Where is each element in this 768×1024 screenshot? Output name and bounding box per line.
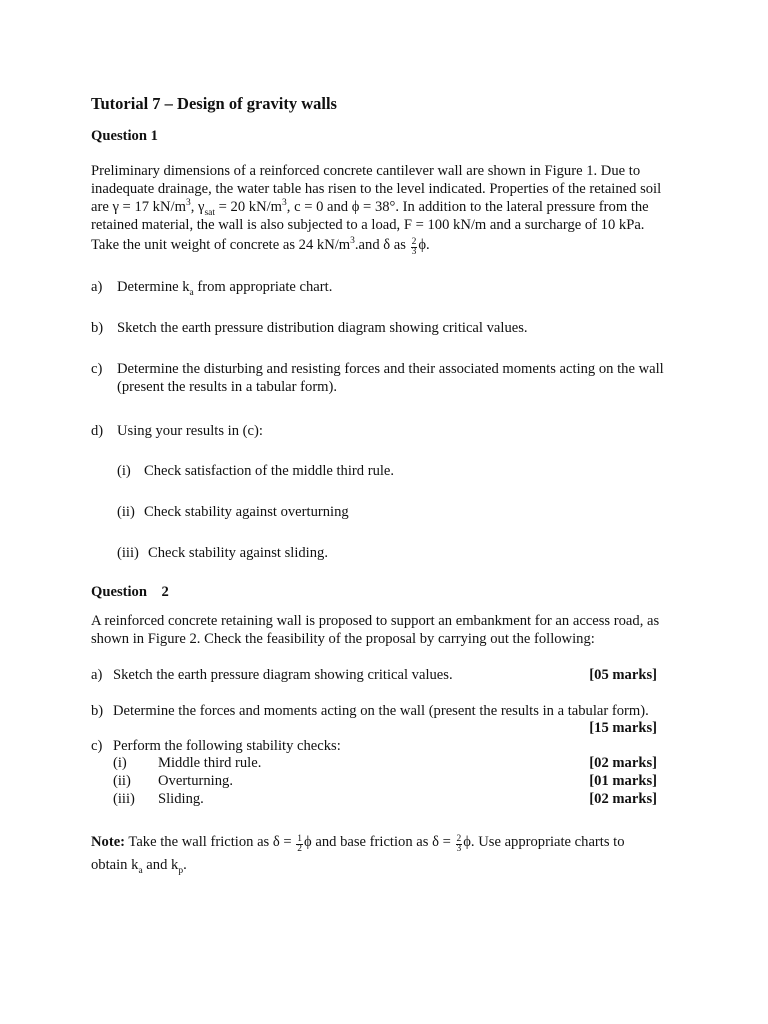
q1-intro-text: = 20 kN/m	[215, 199, 283, 215]
item-label: (iii)	[113, 791, 135, 807]
q1-intro-line: retained material, the wall is also subjected to a load, F = 100 kN/m and a surcharge of 10 kPa.	[91, 217, 645, 233]
item-text: Perform the following stability checks:	[113, 738, 341, 754]
item-text: Sliding.	[158, 791, 204, 807]
item-text: Sketch the earth pressure diagram showing critical values.	[113, 667, 453, 683]
item-text: Middle third rule.	[158, 755, 262, 771]
note-text: .	[183, 857, 187, 873]
q1-intro-text: are γ = 17 kN/m	[91, 199, 186, 215]
fraction	[296, 835, 303, 854]
item-text-part: Determine k	[117, 279, 190, 295]
item-text-line: (present the results in a tabular form).	[117, 379, 338, 395]
item-label: a)	[91, 667, 103, 683]
q2-intro-line: shown in Figure 2. Check the feasibility of the proposal by carrying out the following:	[91, 631, 595, 647]
q2-item-c-ii	[91, 772, 683, 790]
q1-intro-line: Preliminary dimensions of a reinforced concrete cantilever wall are shown in Figure 1. Due to	[91, 163, 641, 179]
item-label: (i)	[113, 755, 127, 771]
fraction-denominator: 3	[411, 247, 417, 257]
q1-intro-text: .and δ as	[354, 237, 406, 253]
q1-intro-text: , γ	[190, 199, 205, 215]
q1-item-b	[91, 319, 683, 337]
subscript: a	[189, 287, 194, 298]
fraction-numerator: 1	[297, 834, 303, 844]
q1-intro-text: Take the unit weight of concrete as 24 kN/m	[91, 237, 351, 253]
item-label: (iii)	[117, 545, 139, 561]
subscript: p	[178, 865, 184, 876]
superscript: 3	[185, 198, 191, 209]
item-label: c)	[91, 738, 103, 754]
note-line	[91, 831, 683, 854]
q2-intro-line: A reinforced concrete retaining wall is proposed to support an embankment for an access road, as	[91, 613, 660, 629]
note-text: obtain k	[91, 857, 139, 873]
note-text: Take the wall friction as δ =	[125, 834, 296, 850]
question-2-intro	[91, 612, 683, 648]
item-text	[117, 278, 332, 296]
subscript: sat	[204, 207, 215, 218]
superscript: 3	[282, 198, 287, 209]
note-text: ϕ and base friction as δ =	[304, 834, 455, 850]
superscript: 3	[350, 236, 355, 247]
q2-item-c-i	[91, 754, 683, 772]
item-text-part: from appropriate chart.	[193, 279, 333, 295]
q2-item-c-iii	[91, 790, 683, 808]
q1-intro-line	[91, 236, 683, 257]
q2-item-c	[91, 737, 683, 755]
marks-label: [02 marks]	[589, 791, 657, 807]
item-text	[91, 360, 683, 396]
q2-item-b-marks-row	[91, 719, 683, 737]
fraction	[411, 238, 418, 257]
q1-item-c	[91, 360, 683, 396]
item-text: Check satisfaction of the middle third rule.	[144, 463, 395, 479]
note-text: and k	[142, 857, 179, 873]
q1-item-a	[91, 278, 683, 296]
item-text: Using your results in (c):	[117, 423, 263, 439]
marks-label: [05 marks]	[589, 667, 657, 683]
item-text: Determine the forces and moments acting on the wall (present the results in a tabular form).	[113, 703, 649, 719]
question-1-intro	[91, 162, 683, 257]
item-text-line: Determine the disturbing and resisting forces and their associated moments acting on the wall	[117, 361, 664, 377]
question-2-heading: Question 2	[91, 584, 169, 600]
marks-label: [15 marks]	[589, 720, 657, 736]
note-line	[91, 854, 683, 876]
q1-intro-line: inadequate drainage, the water table has risen to the level indicated. Properties of the retained soil	[91, 181, 662, 197]
fraction-numerator: 2	[411, 237, 417, 247]
q1-intro-text: ϕ.	[418, 237, 430, 253]
fraction-denominator: 3	[456, 844, 462, 854]
note-text: ϕ. Use appropriate charts to	[463, 834, 625, 850]
q1-item-d-iii	[117, 544, 677, 562]
q1-intro-line	[91, 198, 683, 216]
q1-intro-text: , c = 0 and ϕ = 38°. In addition to the lateral pressure from the	[286, 199, 649, 215]
q2-item-a	[91, 666, 683, 684]
item-label: b)	[91, 703, 104, 719]
item-text: Check stability against overturning	[144, 504, 349, 520]
question-1-heading: Question 1	[91, 128, 158, 144]
q2-note	[91, 831, 683, 876]
q1-item-d-i	[117, 462, 677, 480]
item-label: (ii)	[117, 504, 135, 520]
item-label: b)	[91, 320, 104, 336]
page-title: Tutorial 7 – Design of gravity walls	[91, 94, 337, 113]
fraction	[456, 835, 463, 854]
item-label: (ii)	[113, 773, 131, 789]
marks-label: [02 marks]	[589, 755, 657, 771]
item-label: d)	[91, 423, 104, 439]
note-label: Note:	[91, 834, 126, 850]
item-label: a)	[91, 279, 103, 295]
q2-item-b	[91, 702, 683, 720]
item-text: Check stability against sliding.	[148, 545, 328, 561]
item-label: c)	[91, 361, 103, 377]
item-text: Sketch the earth pressure distribution diagram showing critical values.	[117, 320, 528, 336]
marks-label: [01 marks]	[589, 773, 657, 789]
q1-item-d	[91, 422, 683, 440]
fraction-denominator: 2	[297, 844, 303, 854]
subscript: a	[138, 865, 143, 876]
q1-item-d-ii	[117, 503, 677, 521]
fraction-numerator: 2	[456, 834, 462, 844]
item-label: (i)	[117, 463, 131, 479]
item-text: Overturning.	[158, 773, 233, 789]
